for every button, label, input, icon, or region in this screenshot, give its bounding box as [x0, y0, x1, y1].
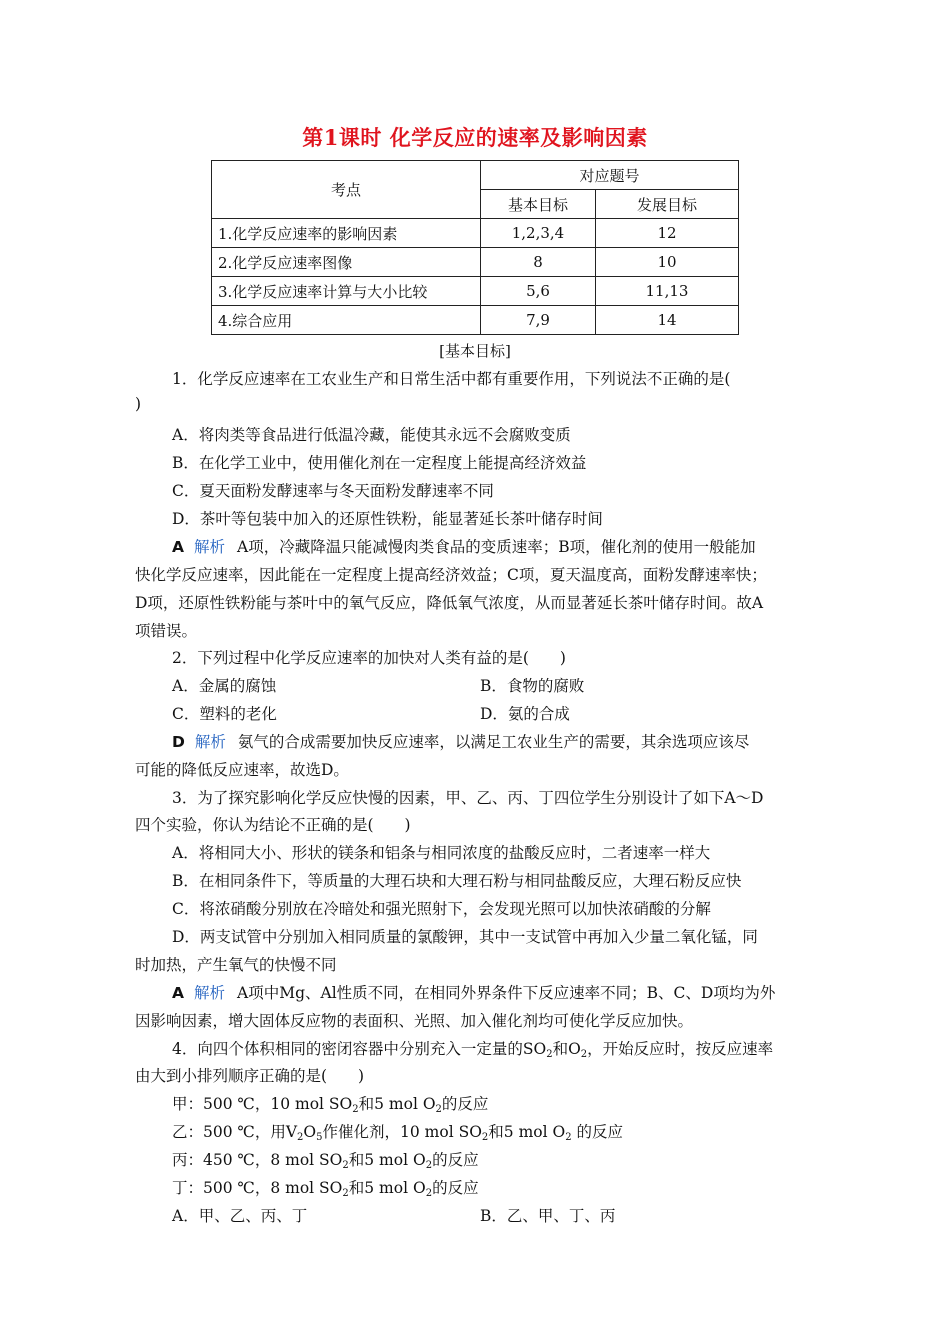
q2-explanation [172, 730, 749, 752]
table-cell-topic: 3.化学反应速率计算与大小比较 [212, 277, 481, 306]
subscript: 2 [481, 1132, 489, 1143]
subscript: 2 [297, 1132, 304, 1143]
subscript: 2 [425, 1188, 433, 1199]
table-cell-dev: 11,13 [596, 277, 739, 306]
q4-stem-c: ，开始反应时，按反应速率 [587, 1040, 774, 1058]
subscript: 2 [342, 1160, 349, 1171]
q4-yi-d: 和5 mol O [488, 1123, 566, 1141]
q2-option-a: A．金属的腐蚀 [172, 677, 277, 695]
q1-exp-1: A项，冷藏降温只能减慢肉类食品的变质速率；B项，催化剂的使用一般能加 [237, 538, 756, 556]
q3-exp-1: A项中Mg、Al性质不同，在相同外界条件下反应速率不同；B、C、D项均为外 [237, 984, 776, 1002]
q4-yi-c: 作催化剂，10 mol SO [322, 1123, 482, 1141]
q2-answer: D [172, 733, 185, 751]
table-row [212, 277, 739, 306]
q3-option-d: D．两支试管中分别加入相同质量的氯酸钾，其中一支试管中再加入少量二氧化锰，同 [172, 928, 758, 946]
q1-option-d: D．茶叶等包装中加入的还原性铁粉，能显著延长茶叶储存时间 [172, 510, 603, 528]
q1-answer: A [172, 538, 184, 556]
q4-option-b: B．乙、甲、丁、丙 [480, 1207, 616, 1225]
q4-condition-jia [172, 1092, 488, 1115]
q4-jia-a: 甲：500 ℃，10 mol SO [172, 1095, 353, 1113]
section-label: [基本目标] [439, 342, 511, 360]
table-cell-basic: 7,9 [481, 306, 596, 335]
q2-exp-2: 可能的降低反应速率，故选D。 [135, 761, 349, 779]
q4-stem [172, 1037, 773, 1060]
q2-option-b: B．食物的腐败 [480, 677, 585, 695]
q3-stem-cont: 四个实验，你认为结论不正确的是( ) [135, 816, 411, 834]
q4-yi-b: O [303, 1123, 317, 1141]
table-row [212, 248, 739, 277]
q3-option-c: C．将浓硝酸分别放在冷暗处和强光照射下，会发现光照可以加快浓硝酸的分解 [172, 900, 711, 918]
q4-option-a: A．甲、乙、丙、丁 [172, 1207, 308, 1225]
subscript: 2 [565, 1132, 572, 1143]
q4-ding-c: 的反应 [432, 1179, 479, 1197]
q3-option-d-cont: 时加热，产生氧气的快慢不同 [135, 956, 337, 974]
q3-answer: A [172, 984, 184, 1002]
q4-bing-c: 的反应 [432, 1151, 479, 1169]
subscript: 2 [580, 1049, 588, 1060]
table-row [212, 219, 739, 248]
q1-option-a: A．将肉类等食品进行低温冷藏，能使其永远不会腐败变质 [172, 426, 571, 444]
page-title: 第1课时 化学反应的速率及影响因素 [302, 125, 648, 150]
q3-stem: 3．为了探究影响化学反应快慢的因素，甲、乙、丙、丁四位学生分别设计了如下A～D [172, 789, 764, 807]
q4-stem-cont: 由大到小排列顺序正确的是( ) [135, 1067, 365, 1085]
q3-exp-2: 因影响因素，增大固体反应物的表面积、光照、加入催化剂均可使化学反应加快。 [135, 1012, 694, 1030]
subscript: 2 [425, 1160, 433, 1171]
table-cell-dev: 10 [596, 248, 739, 277]
table-row [212, 306, 739, 335]
table-cell-basic: 5,6 [481, 277, 596, 306]
q4-condition-ding [172, 1176, 479, 1199]
table-header-basic: 基本目标 [481, 190, 596, 219]
q4-stem-a: 4．向四个体积相同的密闭容器中分别充入一定量的SO [172, 1040, 547, 1058]
q3-explanation [172, 981, 775, 1003]
table-cell-topic: 2.化学反应速率图像 [212, 248, 481, 277]
q2-exp-1: 氨气的合成需要加快反应速率，以满足工农业生产的需要，其余选项应该尽 [237, 733, 750, 751]
q2-option-d: D．氨的合成 [480, 705, 570, 723]
q4-ding-b: 和5 mol O [348, 1179, 426, 1197]
q4-yi-e: 的反应 [571, 1123, 624, 1141]
q4-stem-b: 和O [552, 1040, 581, 1058]
q1-option-b: B．在化学工业中，使用催化剂在一定程度上能提高经济效益 [172, 454, 587, 472]
subscript: 2 [435, 1104, 442, 1115]
q3-option-a: A．将相同大小、形状的镁条和铝条与相同浓度的盐酸反应时，二者速率一样大 [172, 844, 711, 862]
q1-option-c: C．夏天面粉发酵速率与冬天面粉发酵速率不同 [172, 482, 494, 500]
table-cell-topic: 4.综合应用 [212, 306, 481, 335]
q4-jia-b: 和5 mol O [358, 1095, 436, 1113]
table-header-topic: 考点 [212, 161, 481, 219]
q2-jiexi-label: 解析 [194, 733, 226, 751]
q1-exp-2: 快化学反应速率，因此能在一定程度上提高经济效益；C项，夏天温度高，面粉发酵速率快； [135, 566, 767, 584]
table-header-group: 对应题号 [481, 161, 739, 190]
table-cell-topic: 1.化学反应速率的影响因素 [212, 219, 481, 248]
subscript: 5 [316, 1132, 323, 1143]
table-cell-dev: 14 [596, 306, 739, 335]
table-header-dev: 发展目标 [596, 190, 739, 219]
q3-jiexi-label: 解析 [194, 984, 226, 1002]
q1-explanation [172, 535, 756, 557]
topic-table [211, 160, 739, 335]
q1-stem: 1．化学反应速率在工农业生产和日常生活中都有重要作用，下列说法不正确的是( [172, 370, 731, 388]
subscript: 2 [352, 1104, 359, 1115]
q3-option-b: B．在相同条件下，等质量的大理石块和大理石粉与相同盐酸反应，大理石粉反应快 [172, 872, 742, 890]
q1-exp-4: 项错误。 [135, 622, 198, 640]
q2-stem: 2．下列过程中化学反应速率的加快对人类有益的是( ) [172, 649, 566, 667]
q4-condition-bing [172, 1148, 479, 1171]
subscript: 2 [546, 1049, 553, 1060]
q4-ding-a: 丁：500 ℃，8 mol SO [172, 1179, 343, 1197]
q4-condition-yi [172, 1120, 623, 1143]
subscript: 2 [342, 1188, 349, 1199]
table-cell-basic: 8 [481, 248, 596, 277]
q4-jia-c: 的反应 [441, 1095, 489, 1113]
table-cell-basic: 1,2,3,4 [481, 219, 596, 248]
q2-option-c: C．塑料的老化 [172, 705, 277, 723]
q4-bing-a: 丙：450 ℃，8 mol SO [172, 1151, 343, 1169]
q1-exp-3: D项，还原性铁粉能与茶叶中的氧气反应，降低氧气浓度，从而显著延长茶叶储存时间。故A [135, 594, 764, 612]
q4-bing-b: 和5 mol O [348, 1151, 426, 1169]
table-cell-dev: 12 [596, 219, 739, 248]
q1-jiexi-label: 解析 [194, 538, 226, 556]
q4-yi-a: 乙：500 ℃，用V [172, 1123, 298, 1141]
q1-stem-cont: ) [135, 395, 142, 413]
